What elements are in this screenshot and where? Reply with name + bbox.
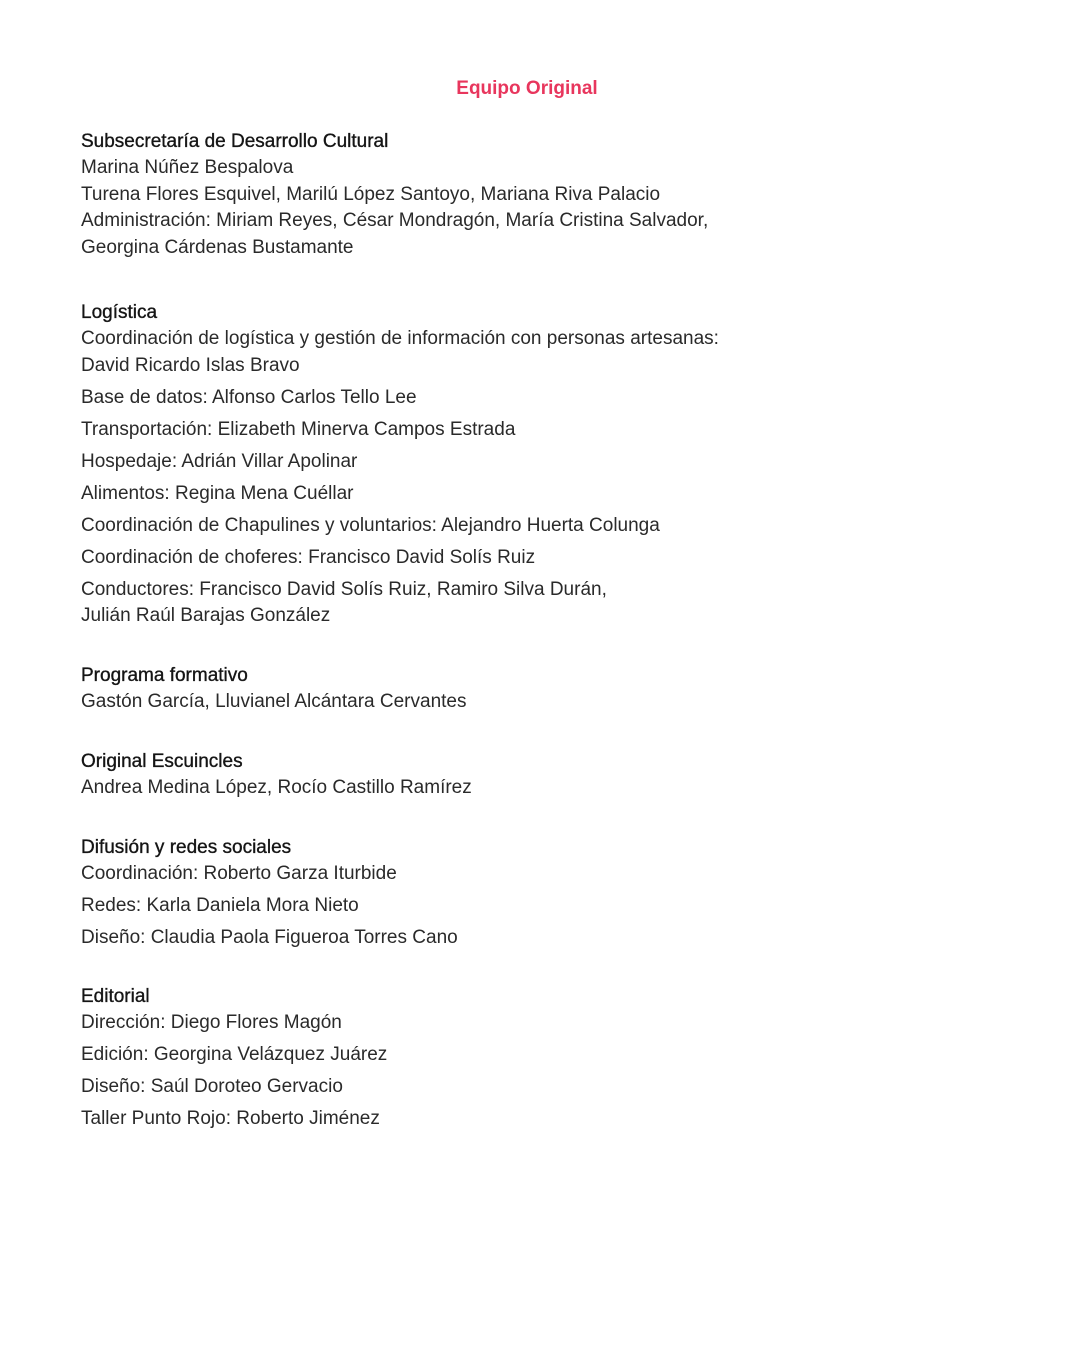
credit-line: Diseño: Claudia Paola Figueroa Torres Cano (81, 927, 458, 948)
section-difusion (81, 835, 981, 952)
section-subsecretaria (81, 129, 981, 261)
credit-line: Diseño: Saúl Doroteo Gervacio (81, 1076, 343, 1097)
credit-line: Gastón García, Lluvianel Alcántara Cervantes (81, 691, 467, 712)
credit-line: Transportación: Elizabeth Minerva Campos Estrada (81, 418, 516, 440)
credit-line: Coordinación: Roberto Garza Iturbide (81, 863, 397, 884)
credit-line: Georgina Cárdenas Bustamante (81, 236, 354, 258)
page-title: Equipo Original (456, 78, 598, 99)
credit-line: Administración: Miriam Reyes, César Mondragón, María Cristina Salvador, (81, 210, 709, 231)
credit-line: Alimentos: Regina Mena Cuéllar (81, 482, 354, 504)
section-logistica (81, 300, 981, 630)
credit-line: Redes: Karla Daniela Mora Nieto (81, 895, 359, 916)
credit-line: Turena Flores Esquivel, Marilú López Santoyo, Mariana Riva Palacio (81, 183, 661, 205)
credit-line: Coordinación de Chapulines y voluntarios: Alejandro Huerta Colunga (81, 514, 660, 536)
credit-line: Taller Punto Rojo: Roberto Jiménez (81, 1108, 380, 1129)
credit-line: Andrea Medina López, Rocío Castillo Ramírez (81, 777, 472, 798)
section-heading: Difusión y redes sociales (81, 837, 292, 858)
section-heading: Original Escuincles (81, 751, 243, 772)
credit-line: David Ricardo Islas Bravo (81, 354, 300, 376)
credit-line: Marina Núñez Bespalova (81, 157, 294, 178)
credit-line: Coordinación de choferes: Francisco David Solís Ruiz (81, 546, 536, 568)
credit-line: Edición: Georgina Velázquez Juárez (81, 1044, 388, 1065)
section-editorial (81, 984, 981, 1133)
credit-line: Dirección: Diego Flores Magón (81, 1012, 342, 1033)
section-original-escuincles (81, 749, 981, 802)
credit-line: Coordinación de logística y gestión de información con personas artesanas: (81, 328, 719, 349)
credit-line: Julián Raúl Barajas González (81, 605, 331, 626)
section-heading: Subsecretaría de Desarrollo Cultural (81, 131, 389, 152)
section-programa-formativo (81, 663, 981, 716)
credit-line: Base de datos: Alfonso Carlos Tello Lee (81, 386, 417, 408)
credit-line: Hospedaje: Adrián Villar Apolinar (81, 450, 358, 472)
section-heading: Editorial (81, 986, 150, 1007)
credit-line: Conductores: Francisco David Solís Ruiz, Ramiro Silva Durán, (81, 578, 607, 600)
section-heading: Programa formativo (81, 665, 248, 686)
section-heading: Logística (81, 302, 158, 323)
